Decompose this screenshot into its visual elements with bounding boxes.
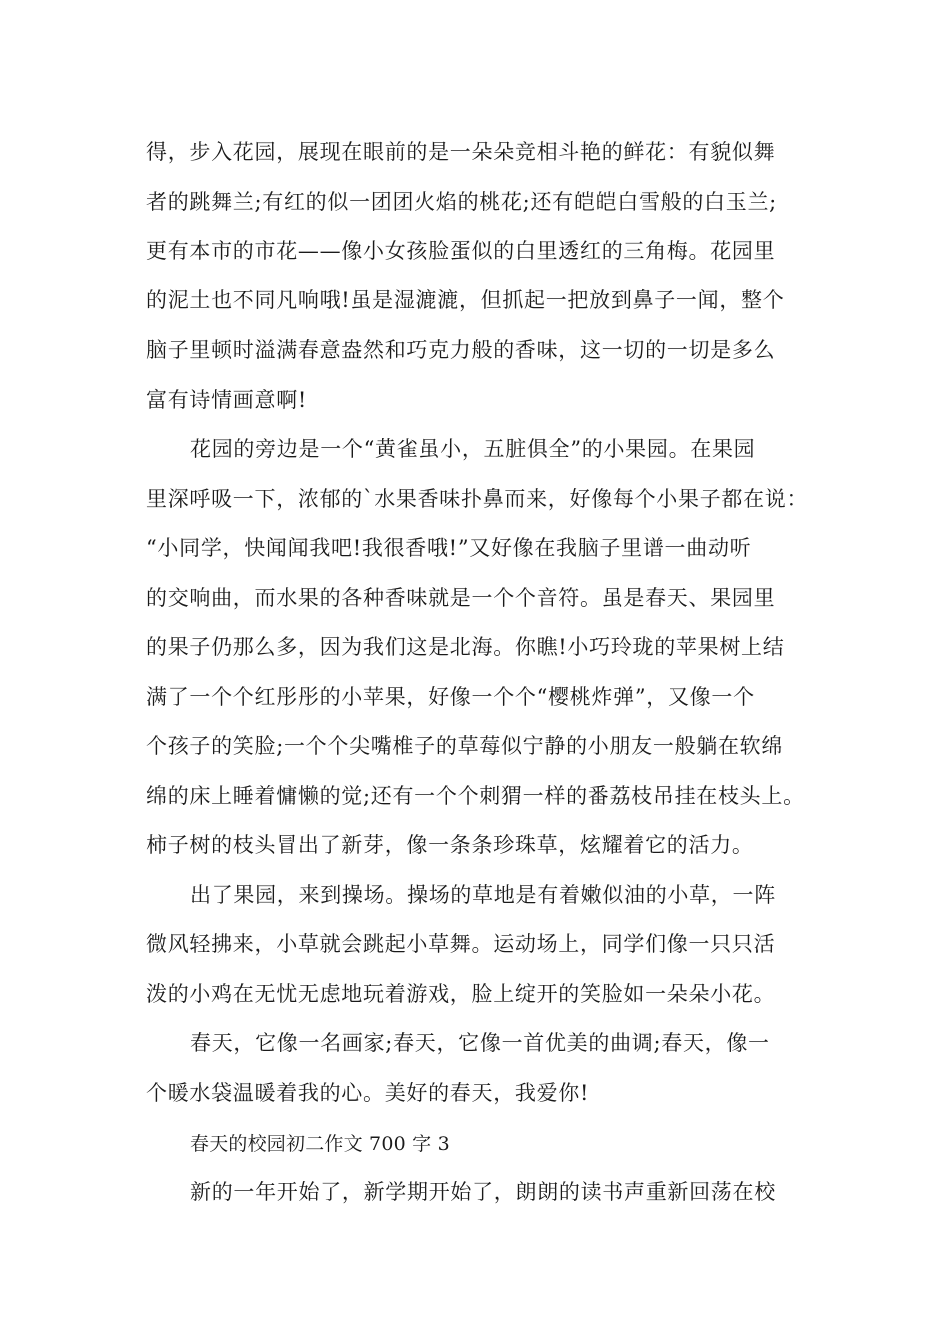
text-line: 的泥土也不同凡响哦!虽是湿漉漉，但抓起一把放到鼻子一闻，整个 <box>146 288 785 312</box>
text-line: 柿子树的枝头冒出了新芽，像一条条珍珠草，炫耀着它的活力。 <box>146 833 754 857</box>
text-line: 更有本市的市花——像小女孩脸蛋似的白里透红的三角梅。花园里 <box>146 239 776 263</box>
text-line: 个孩子的笑脸;一个个尖嘴椎子的草莓似宁静的小朋友一般躺在软绵 <box>146 734 784 758</box>
section-heading: 春天的校园初二作文 700 字 3 <box>190 1133 450 1155</box>
paragraph-first-line: 花园的旁边是一个“黄雀虽小，五脏俱全”的小果园。在果园 <box>190 437 756 461</box>
text-line: 者的跳舞兰;有红的似一团团火焰的桃花;还有皑皑白雪般的白玉兰; <box>146 190 777 214</box>
text-line: 绵的床上睡着慵懒的觉;还有一个个刺猬一样的番荔枝吊挂在枝头上。 <box>146 784 805 808</box>
text-line: 的交响曲，而水果的各种香味就是一个个音符。虽是春天、果园里 <box>146 586 776 610</box>
text-line: 微风轻拂来，小草就会跳起小草舞。运动场上，同学们像一只只活 <box>146 932 776 956</box>
text-line: 脑子里顿时溢满春意盎然和巧克力般的香味，这一切的一切是多么 <box>146 338 776 362</box>
text-line: 富有诗情画意啊! <box>146 388 308 412</box>
text-line: “小同学，快闻闻我吧!我很香哦!”又好像在我脑子里谱一曲动听 <box>146 536 752 560</box>
text-line: 个暖水袋温暖着我的心。美好的春天，我爱你! <box>146 1081 590 1105</box>
paragraph-first-line: 出了果园，来到操场。操场的草地是有着嫩似油的小草，一阵 <box>190 883 776 907</box>
text-line: 满了一个个红彤彤的小苹果，好像一个个“樱桃炸弹”，又像一个 <box>146 685 755 709</box>
text-line: 的果子仍那么多，因为我们这是北海。你瞧!小巧玲珑的苹果树上结 <box>146 635 785 659</box>
text-line: 得，步入花园，展现在眼前的是一朵朵竞相斗艳的鲜花：有貌似舞 <box>146 140 776 164</box>
text-line: 泼的小鸡在无忧无虑地玩着游戏，脸上绽开的笑脸如一朵朵小花。 <box>146 982 776 1006</box>
paragraph-first-line: 新的一年开始了，新学期开始了，朗朗的读书声重新回荡在校 <box>190 1180 776 1204</box>
text-line: 里深呼吸一下，浓郁的`水果香味扑鼻而来，好像每个小果子都在说： <box>146 487 809 511</box>
paragraph-first-line: 春天，它像一名画家;春天，它像一首优美的曲调;春天，像一 <box>190 1031 770 1055</box>
